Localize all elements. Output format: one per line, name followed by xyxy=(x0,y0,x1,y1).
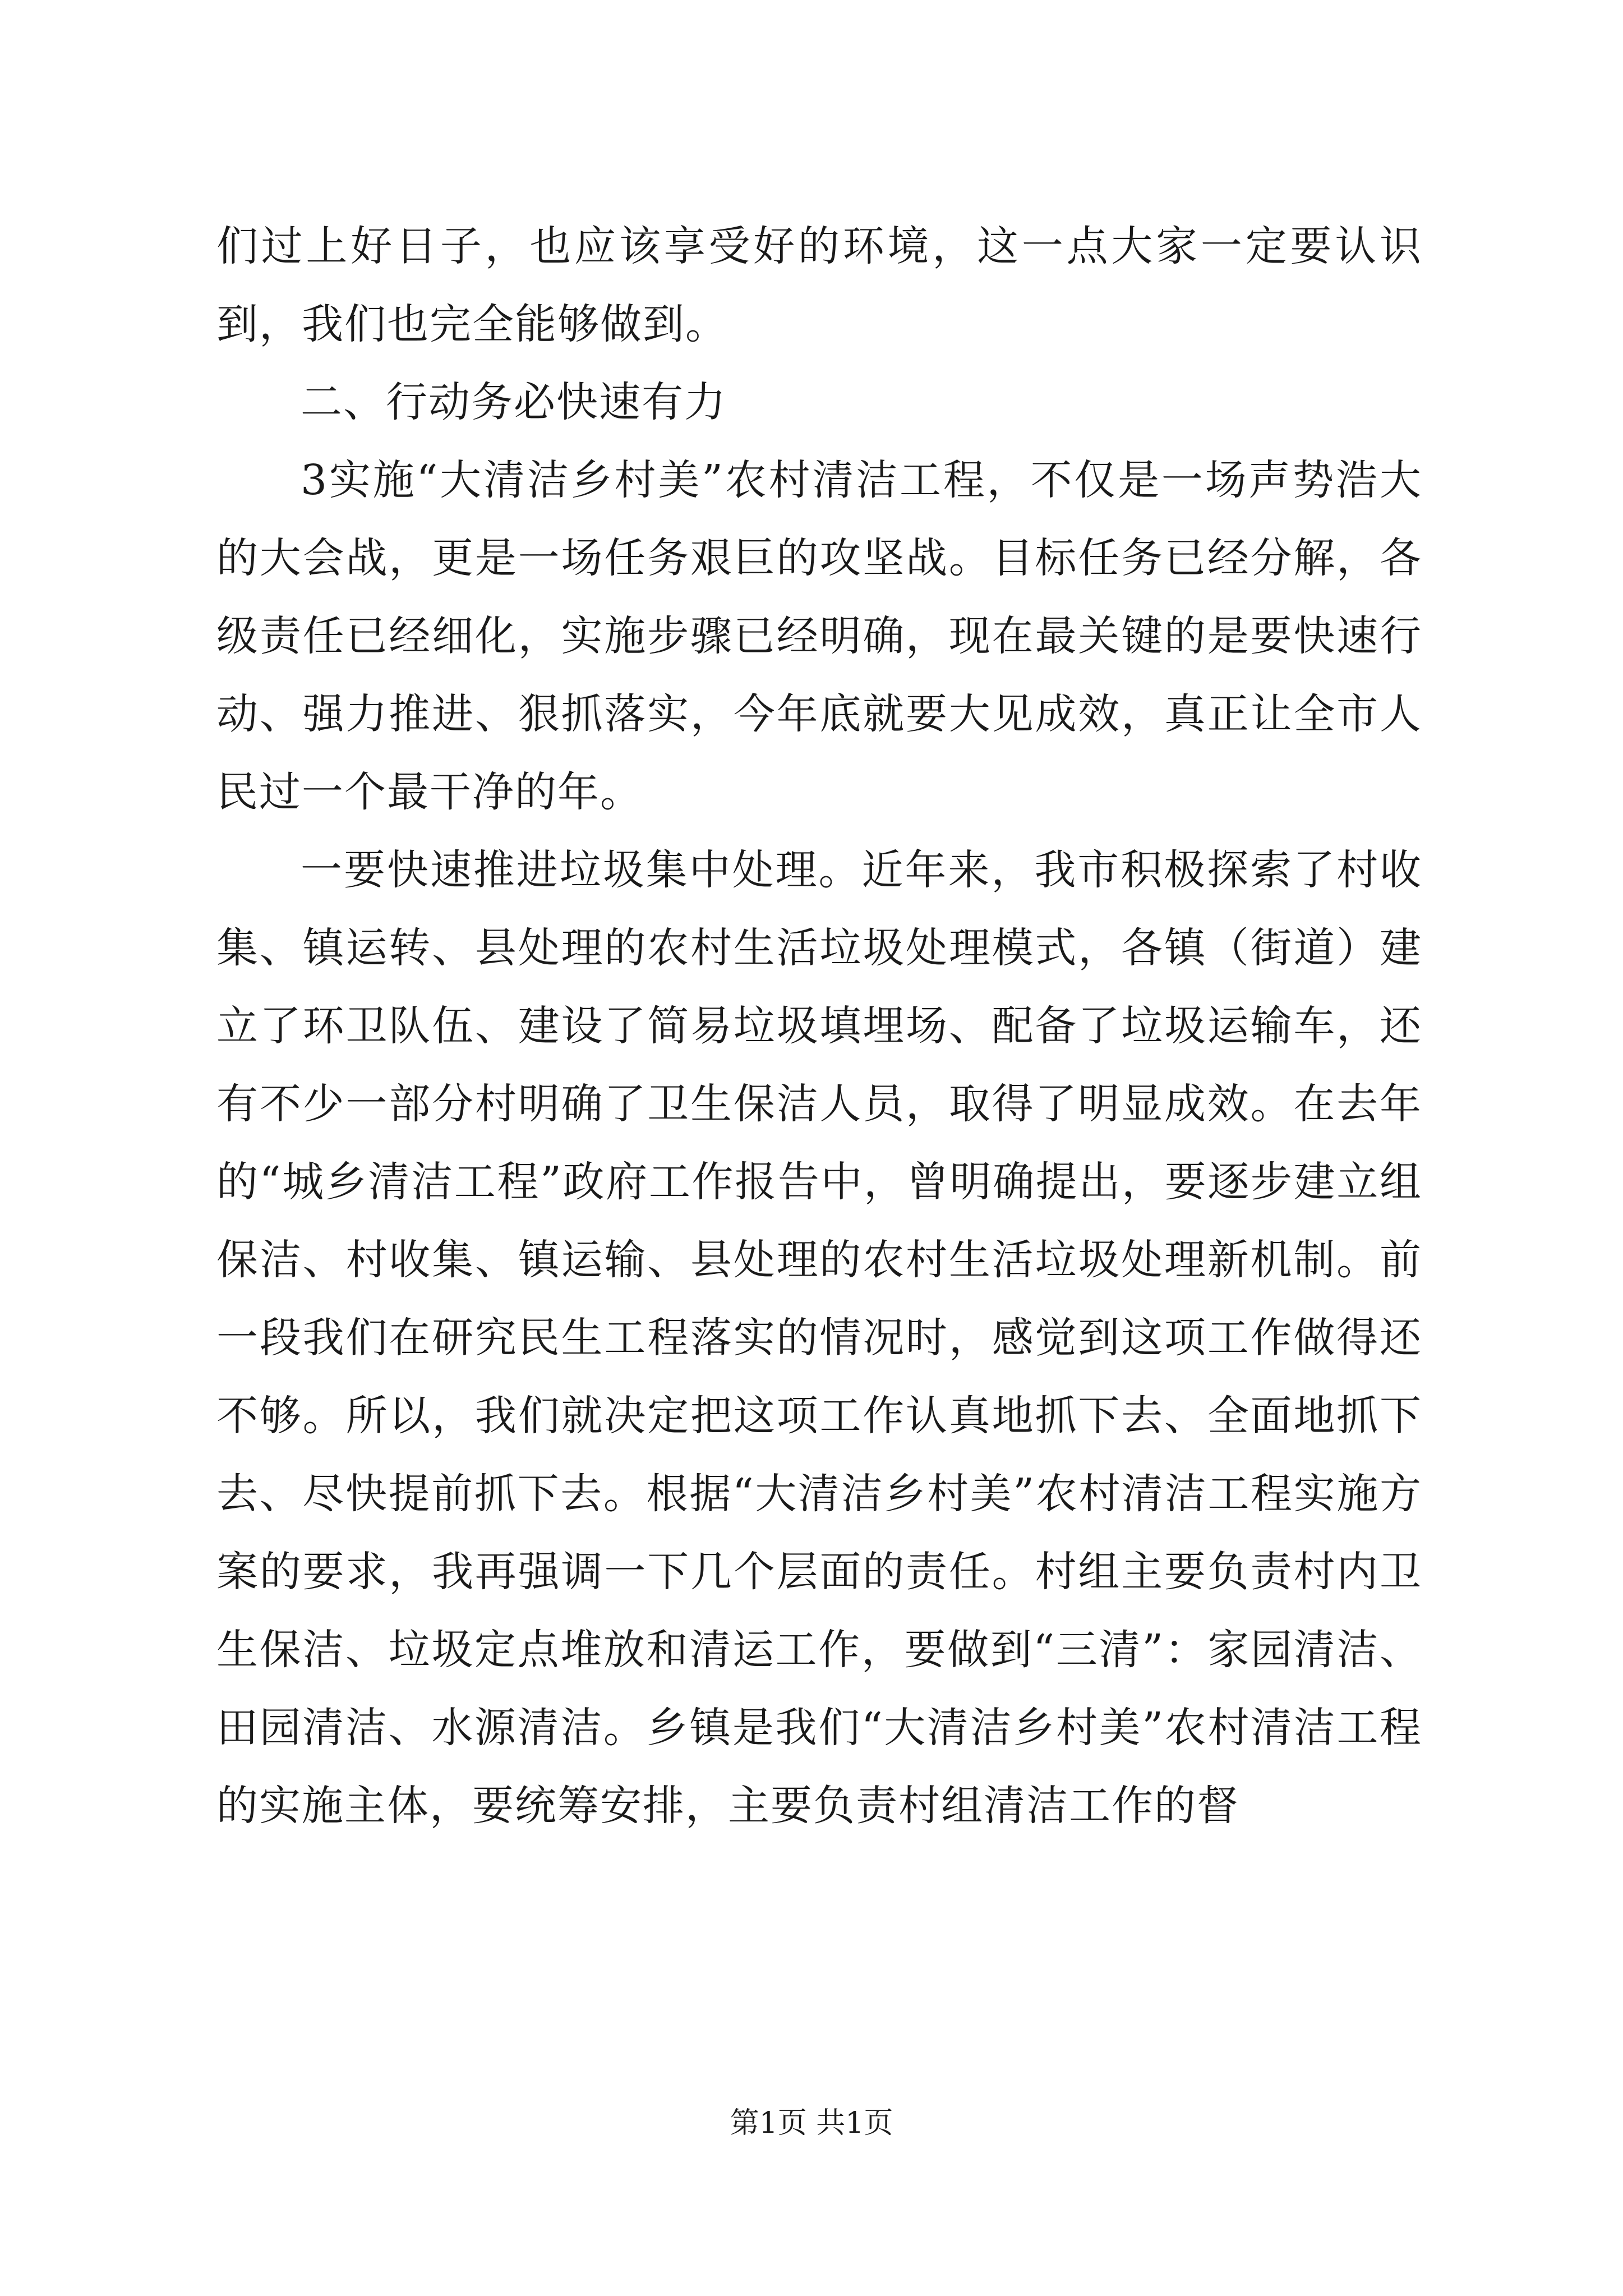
page-footer: 第1页 共1页 xyxy=(730,2106,893,2140)
paragraph-continuation: 们过上好日子，也应该享受好的环境，这一点大家一定要认识到，我们也完全能够做到。 xyxy=(216,222,1422,348)
paragraph-garbage-processing: 一要快速推进垃圾集中处理。近年来，我市积极探索了村收集、镇运转、县处理的农村生活垃圾处理模式，各镇（街道）建立了环卫队伍、建设了简易垃圾填埋场、配备了垃圾运输车，还有不少一部分村明确了卫生保洁人员，取得了明显成效。在去年的“城乡清洁工程”政府工作报告中，曾明确提出，要逐步建立组保洁、村收集、镇运输、县处理的农村生活垃圾处理新机制。前一段我们在研究民生工程落实的情况时，感觉到这项工作做得还不够。所以，我们就决定把这项工作认真地抓下去、全面地抓下去、尽快提前抓下去。根据“大清洁乡村美”农村清洁工程实施方案的要求，我再强调一下几个层面的责任。村组主要负责村内卫生保洁、垃圾定点堆放和清运工作，要做到“三清”：家园清洁、田园清洁、水源清洁。乡镇是我们“大清洁乡村美”农村清洁工程的实施主体，要统筹安排，主要负责村组清洁工作的督 xyxy=(216,846,1422,1830)
section-heading: 二、行动务必快速有力 xyxy=(301,378,727,426)
paragraph-intro: 3实施“大清洁乡村美”农村清洁工程，不仅是一场声势浩大的大会战，更是一场任务艰巨的攻坚战。目标任务已经分解，各级责任已经细化，实施步骤已经明确，现在最关键的是要快速行动、强力推进、狠抓落实，今年底就要大见成效，真正让全市人民过一个最干净的年。 xyxy=(216,456,1422,816)
document-body xyxy=(216,208,1422,1845)
